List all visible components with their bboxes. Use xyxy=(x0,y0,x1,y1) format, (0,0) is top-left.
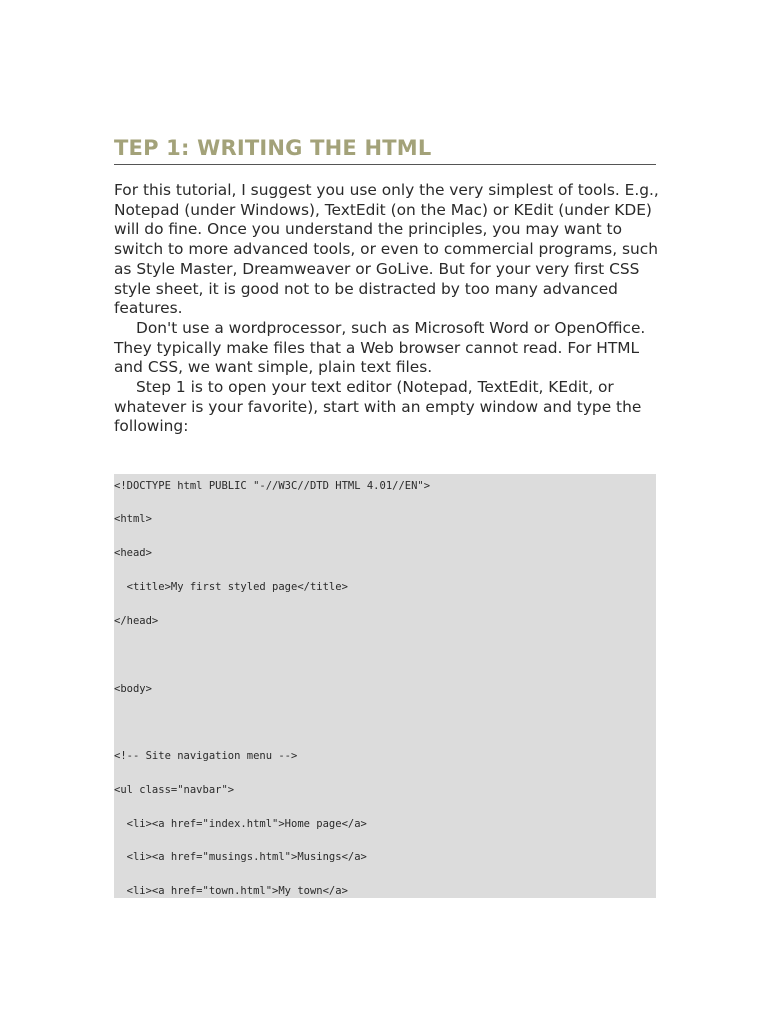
code-line: <title>My first styled page</title> xyxy=(114,581,348,593)
code-block xyxy=(114,474,656,898)
code-line: </head> xyxy=(114,615,159,627)
section-heading: TEP 1: WRITING THE HTML xyxy=(114,136,432,160)
code-line: <html> xyxy=(114,513,152,525)
paragraph-wordprocessor: Don't use a wordprocessor, such as Microsoft Word or OpenOffice. They typically make files that a Web browser cannot read. For HTML and CSS, we want simple, plain text files. xyxy=(114,318,646,377)
code-line: <li><a href="musings.html">Musings</a> xyxy=(114,851,367,863)
code-line: <li><a href="index.html">Home page</a> xyxy=(114,818,367,830)
code-line: <!DOCTYPE html PUBLIC "-//W3C//DTD HTML 4.01//EN"> xyxy=(114,480,431,492)
code-line: <head> xyxy=(114,547,152,559)
code-line: <ul class="navbar"> xyxy=(114,784,235,796)
body-text xyxy=(114,181,659,437)
code-line: <!-- Site navigation menu --> xyxy=(114,750,298,762)
paragraph-step-1: Step 1 is to open your text editor (Notepad, TextEdit, KEdit, or whatever is your favorite), start with an empty window and type the following: xyxy=(114,378,642,436)
paragraph-tools: For this tutorial, I suggest you use only the very simplest of tools. E.g., Notepad (under Windows), TextEdit (on the Mac) or KEdit (under KDE) will do fine. Once you understand the principles, you may want to switch to more advanced tools, or even to commercial programs, such as Style Master, Dreamweaver or GoLive. But for your very first CSS style sheet, it is good not to be distracted by too many advanced features. xyxy=(114,181,659,318)
code-line: <body> xyxy=(114,683,152,695)
heading-divider xyxy=(114,164,656,165)
code-line: <li><a href="town.html">My town</a> xyxy=(114,885,348,897)
